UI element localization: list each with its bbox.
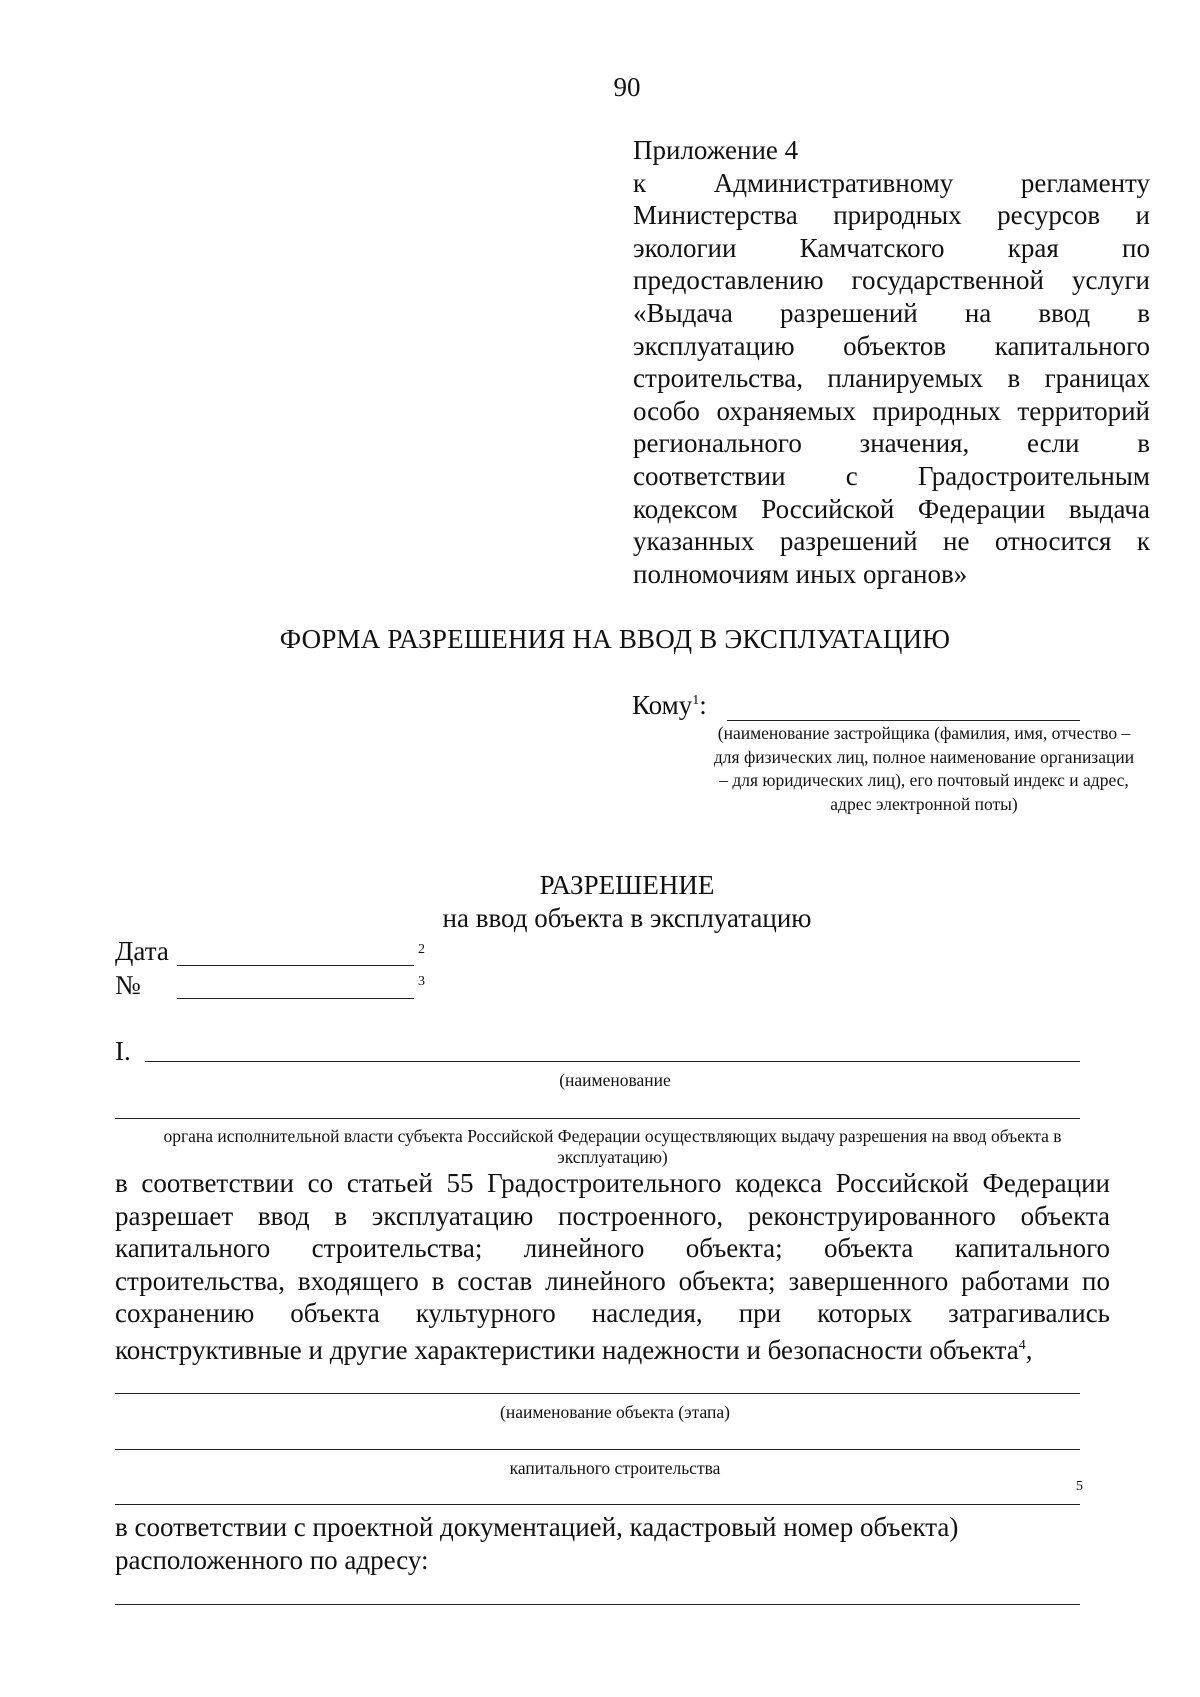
section-numeral: I.: [115, 1036, 131, 1066]
footnote-marker-1: 1: [692, 693, 700, 708]
authority-caption-name: (наименование: [559, 1070, 671, 1090]
date-input-line[interactable]: [177, 965, 414, 966]
object-caption-capital: капитального строительства: [509, 1458, 721, 1478]
recipient-input-line[interactable]: [727, 720, 1080, 721]
page-number: 90: [613, 72, 641, 102]
number-input-line[interactable]: [177, 998, 414, 999]
authority-name-line-2[interactable]: [115, 1118, 1080, 1119]
permit-subtitle: на ввод объекта в эксплуатацию: [442, 903, 812, 933]
body-text: в соответствии со статьей 55 Градостроительного кодекса Российской Федерации разрешает ввод в эксплуатацию построенного, реконструированного объекта капитального строительства; линейного объекта; объекта капитального строительства, входящего в состав линейного объекта; завершенного работами по сохранению объекта культурного наследия, при которых затрагивались конструктивные и другие характеристики надежности и безопасности объекта: [115, 1168, 1110, 1365]
appendix-text: к Административному регламенту Министерства природных ресурсов и экологии Камчатского края по предоставлению государственной услуги «Выдача разрешений на ввод в эксплуатацию объектов капитального строительства, планируемых в границах особо охраняемых природных территорий регионального значения, если в соответствии с Градостроительным кодексом Российской Федерации выдача указанных разрешений не относится к полномочиям иных органов»: [633, 167, 1150, 589]
body-comma: ,: [1025, 1334, 1033, 1365]
object-address-label: расположенного по адресу:: [115, 1545, 429, 1575]
object-project-text: в соответствии с проектной документацией, кадастровый номер объекта): [115, 1512, 959, 1542]
object-name-line[interactable]: [115, 1393, 1080, 1394]
recipient-colon: :: [699, 690, 707, 720]
footnote-marker-2: 2: [418, 942, 425, 957]
footnote-marker-3: 3: [418, 974, 425, 989]
object-capital-line[interactable]: [115, 1449, 1080, 1450]
body-paragraph: [115, 1167, 1110, 1367]
permit-title: РАЗРЕШЕНИЕ: [539, 870, 715, 900]
appendix-title: Приложение 4: [633, 135, 799, 165]
object-address-line[interactable]: [115, 1604, 1080, 1605]
authority-caption-full: органа исполнительной власти субъекта Российской Федерации осуществляющих выдачу разрешения на ввод объекта в эксплуатацию): [163, 1126, 1062, 1167]
object-project-line[interactable]: [115, 1504, 1080, 1505]
form-title: ФОРМА РАЗРЕШЕНИЯ НА ВВОД В ЭКСПЛУАТАЦИЮ: [279, 624, 951, 654]
recipient-label: [632, 690, 707, 721]
appendix-block: [633, 134, 1150, 590]
object-caption-name: (наименование объекта (этапа): [500, 1402, 730, 1422]
recipient-label-text: Кому: [632, 690, 693, 720]
recipient-caption: (наименование застройщика (фамилия, имя, отчество – для физических лиц, полное наименование организации – для юридических лиц), его почтовый индекс и адрес, адрес электронной поты): [713, 723, 1135, 814]
date-label: Дата: [115, 936, 169, 966]
footnote-marker-4: 4: [1018, 1337, 1026, 1353]
footnote-marker-5: 5: [1076, 1479, 1083, 1494]
number-label: №: [115, 970, 141, 1000]
authority-name-line[interactable]: [145, 1061, 1080, 1062]
